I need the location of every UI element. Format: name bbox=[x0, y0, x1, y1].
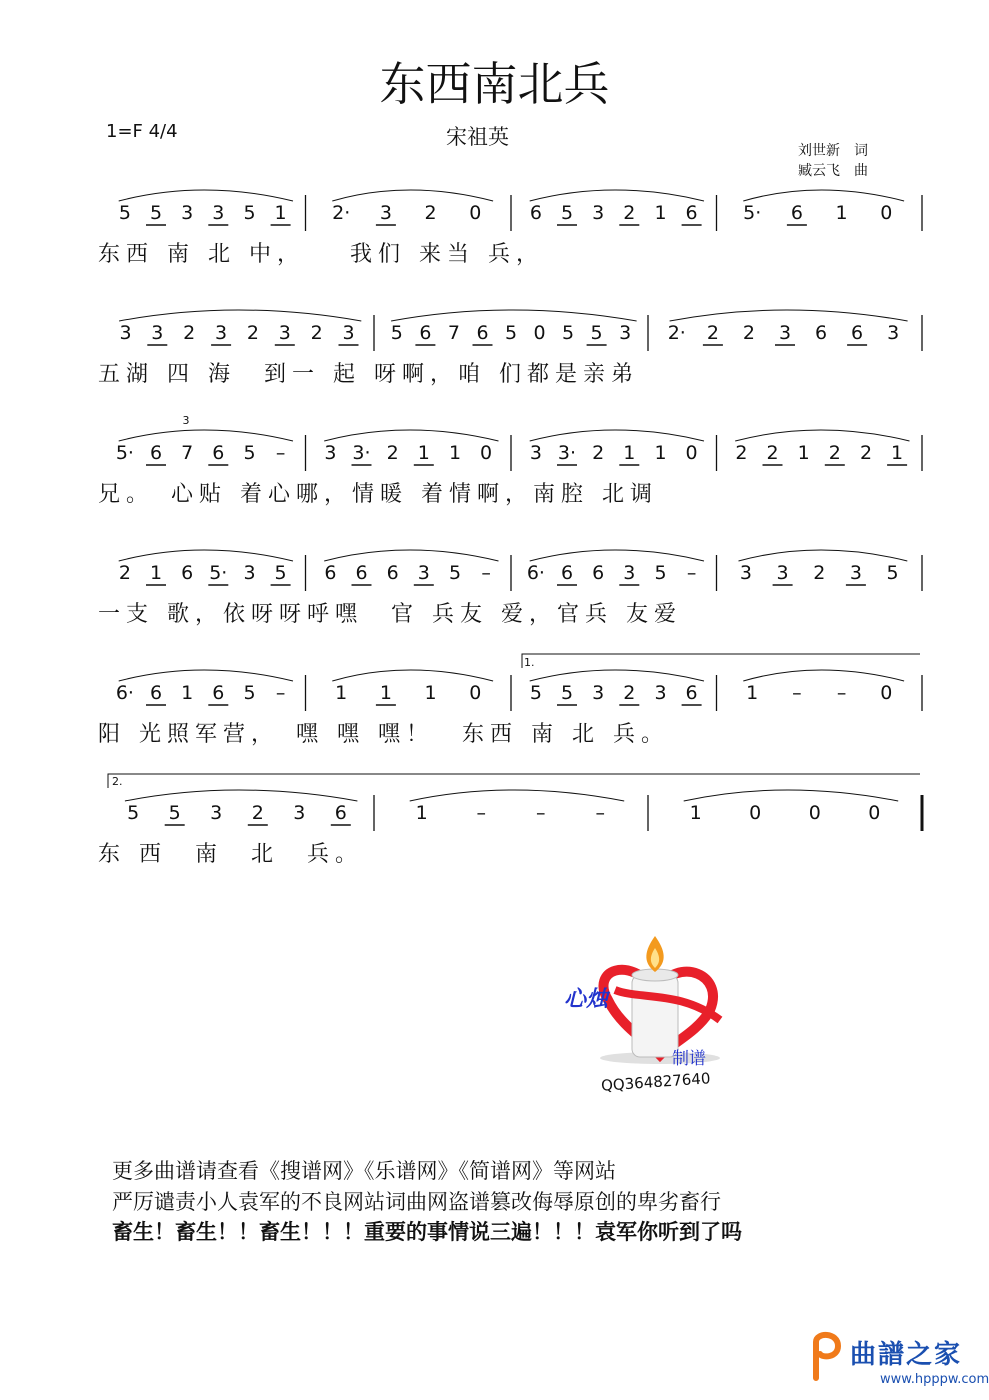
note: 1 bbox=[415, 802, 428, 824]
slur bbox=[410, 790, 625, 801]
note: 0 bbox=[480, 442, 493, 464]
note: 3 bbox=[379, 202, 392, 224]
note: 6 bbox=[212, 442, 225, 464]
slur bbox=[119, 670, 293, 681]
slur bbox=[125, 790, 358, 801]
page-title: 东西南北兵 bbox=[379, 57, 610, 111]
note: 3 bbox=[119, 322, 132, 344]
note: 3 bbox=[739, 562, 752, 584]
note: 1 bbox=[417, 442, 430, 464]
note: 3 bbox=[151, 322, 164, 344]
note-line-1: 更多曲谱请查看《搜谱网》《乐谱网》《简谱网》等网站 bbox=[112, 1159, 616, 1183]
note: 3 bbox=[849, 562, 862, 584]
note: 2 bbox=[735, 442, 748, 464]
lyric-text: 五湖 四 海 到一 起 呀啊，咱 们都是亲弟 bbox=[98, 362, 639, 387]
note: 1 bbox=[149, 562, 163, 584]
note: – bbox=[275, 442, 286, 464]
lyric-text: 东西 南 北 中， 我们 来当 兵， bbox=[98, 242, 544, 267]
slur bbox=[530, 670, 704, 681]
slur bbox=[684, 790, 899, 801]
note: 5 bbox=[390, 322, 403, 344]
note: 5 bbox=[243, 202, 256, 224]
note: – bbox=[836, 682, 847, 704]
note: 0 bbox=[685, 442, 698, 464]
note: 0 bbox=[749, 802, 762, 824]
note: 1 bbox=[797, 442, 810, 464]
note: 6 bbox=[334, 802, 347, 824]
note: 3 bbox=[417, 562, 430, 584]
composer-credit: 臧云飞 曲 bbox=[798, 163, 868, 179]
note: 5 bbox=[504, 322, 518, 344]
note: 3 bbox=[210, 802, 223, 824]
slur bbox=[735, 430, 909, 441]
note: 5 bbox=[118, 202, 131, 224]
note: 3· bbox=[352, 442, 371, 464]
note: 1 bbox=[746, 682, 759, 704]
note: 3 bbox=[654, 682, 667, 704]
slur bbox=[670, 310, 908, 321]
note: 2 bbox=[859, 442, 873, 464]
note: 6 bbox=[419, 322, 432, 344]
note: 1 bbox=[379, 682, 392, 704]
slur bbox=[739, 550, 908, 561]
lyricist-credit: 刘世新 词 bbox=[798, 143, 868, 159]
note: 1 bbox=[654, 202, 667, 224]
note: 3 bbox=[776, 562, 789, 584]
slur bbox=[332, 190, 493, 201]
note: 2 bbox=[742, 322, 755, 344]
slur bbox=[119, 550, 293, 561]
note: 5 bbox=[529, 682, 542, 704]
lyric-line bbox=[0, 717, 989, 747]
note: 6 bbox=[560, 562, 574, 584]
slur bbox=[743, 670, 904, 681]
note: 6 bbox=[592, 562, 605, 584]
lyric-text: 一支 歌，依呀呀呼嘿 官 兵友 爱，官兵 友爱 bbox=[98, 602, 682, 627]
note: – bbox=[476, 802, 486, 824]
note: 5 bbox=[243, 442, 256, 464]
note: 7 bbox=[447, 322, 460, 344]
note: – bbox=[481, 562, 491, 584]
note: 0 bbox=[533, 322, 546, 344]
note: 6 bbox=[149, 682, 163, 704]
slur bbox=[119, 310, 361, 321]
note: 0 bbox=[469, 682, 482, 704]
site-name: 曲譜之家 bbox=[850, 1340, 963, 1370]
note: 3 bbox=[592, 682, 605, 704]
note: 5 bbox=[274, 562, 287, 584]
lyric-line bbox=[0, 597, 989, 627]
note: 6 bbox=[815, 322, 828, 344]
note: 6 bbox=[386, 562, 399, 584]
note: 2 bbox=[246, 322, 259, 344]
note: 6 bbox=[851, 322, 864, 344]
volta-bracket-second bbox=[108, 774, 920, 788]
note: 2 bbox=[424, 202, 437, 224]
candle-made-text: 制谱 bbox=[672, 1049, 706, 1069]
note: 2· bbox=[332, 202, 351, 224]
note: 2· bbox=[667, 322, 686, 344]
note: – bbox=[275, 682, 286, 704]
note: 3 bbox=[212, 202, 225, 224]
candle-heart-text: 心烛 bbox=[564, 987, 609, 1012]
note: 5· bbox=[209, 562, 228, 584]
note: 2 bbox=[183, 322, 196, 344]
note: 1 bbox=[335, 682, 348, 704]
lyric-line bbox=[0, 357, 989, 387]
slur bbox=[324, 430, 498, 441]
note: 3 bbox=[592, 202, 605, 224]
slur bbox=[530, 550, 704, 561]
note: 3 bbox=[529, 442, 542, 464]
volta-first-label: 1. bbox=[524, 656, 535, 669]
triplet-mark: 3 bbox=[182, 414, 190, 427]
note: 6· bbox=[526, 562, 545, 584]
note: 6 bbox=[324, 562, 337, 584]
note: – bbox=[792, 682, 802, 704]
note: 1 bbox=[424, 682, 437, 704]
lyric-text: 兄。 心贴 着心哪，情暖 着情啊，南腔 北调 bbox=[98, 482, 658, 507]
note-line-2: 严厉谴责小人袁军的不良网站词曲网盗谱篡改侮辱原创的卑劣畜行 bbox=[112, 1190, 721, 1214]
lyric-text: 阳 光照军营， 嘿 嘿 嘿！ 东西 南 北 兵。 bbox=[98, 722, 669, 747]
note: 5 bbox=[127, 802, 140, 824]
note: 2 bbox=[386, 442, 399, 464]
note: 5 bbox=[590, 322, 603, 344]
slur bbox=[324, 550, 498, 561]
note: 2 bbox=[251, 802, 264, 824]
note: 3 bbox=[619, 322, 632, 344]
note: 3· bbox=[557, 442, 577, 464]
note: 3 bbox=[243, 562, 256, 584]
note: 2 bbox=[118, 562, 131, 584]
note: – bbox=[536, 802, 546, 824]
note: 3 bbox=[181, 202, 194, 224]
note: 3 bbox=[342, 322, 355, 344]
note: 0 bbox=[880, 682, 893, 704]
note: 6 bbox=[790, 202, 803, 224]
note: 6 bbox=[685, 202, 698, 224]
note: 5 bbox=[560, 202, 574, 224]
note: 3 bbox=[278, 322, 291, 344]
note: 5 bbox=[243, 682, 256, 704]
singer: 宋祖英 bbox=[446, 125, 509, 149]
note-line-3: 畜生！畜生！！畜生！！！重要的事情说三遍！！！袁军你听到了吗 bbox=[112, 1220, 742, 1244]
note: 3 bbox=[215, 322, 228, 344]
note: – bbox=[595, 802, 606, 824]
volta-bracket-first bbox=[522, 654, 920, 668]
note: 5 bbox=[886, 562, 899, 584]
note: 5 bbox=[168, 802, 181, 824]
note: 2 bbox=[813, 562, 826, 584]
note: 2 bbox=[766, 442, 779, 464]
note: 1 bbox=[654, 442, 667, 464]
site-url: www.hpppw.com bbox=[880, 1372, 989, 1387]
note: 1 bbox=[891, 442, 904, 464]
note: 3 bbox=[623, 562, 636, 584]
note: 6 bbox=[685, 682, 698, 704]
note: 3 bbox=[293, 802, 306, 824]
lyric-line bbox=[0, 837, 989, 867]
note: 6 bbox=[476, 322, 489, 344]
note: 5 bbox=[562, 322, 575, 344]
note: 2 bbox=[828, 442, 841, 464]
slur bbox=[530, 430, 704, 441]
note: 0 bbox=[868, 802, 881, 824]
note: 6 bbox=[181, 562, 194, 584]
candle-qq-text: QQ364827640 bbox=[600, 1069, 712, 1095]
note: 6 bbox=[212, 682, 225, 704]
note: 2 bbox=[592, 442, 605, 464]
note: 6 bbox=[529, 202, 542, 224]
slur bbox=[743, 190, 904, 201]
note: 6 bbox=[355, 562, 368, 584]
note: 7 bbox=[181, 442, 194, 464]
note: 1 bbox=[689, 802, 702, 824]
key-signature: 1=F 4/4 bbox=[106, 121, 178, 142]
slur bbox=[391, 310, 636, 321]
slur bbox=[530, 190, 704, 201]
note: 5 bbox=[654, 562, 667, 584]
note: 5 bbox=[149, 202, 163, 224]
note: 0 bbox=[880, 202, 893, 224]
note: 1 bbox=[623, 442, 636, 464]
note: 0 bbox=[469, 202, 482, 224]
lyric-line bbox=[0, 237, 989, 267]
volta-second-label: 2. bbox=[112, 775, 123, 788]
note: 5 bbox=[448, 562, 462, 584]
note: 5· bbox=[743, 202, 762, 224]
note: – bbox=[686, 562, 697, 584]
note: 0 bbox=[808, 802, 821, 824]
note: 5 bbox=[560, 682, 574, 704]
slur bbox=[332, 670, 493, 681]
note: 3 bbox=[778, 322, 792, 344]
slur bbox=[119, 190, 293, 201]
note: 1 bbox=[274, 202, 287, 224]
note: 2 bbox=[706, 322, 719, 344]
note: 1 bbox=[835, 202, 848, 224]
note: 2 bbox=[623, 682, 636, 704]
note: 3 bbox=[887, 322, 900, 344]
note: 1 bbox=[448, 442, 462, 464]
note: 3 bbox=[324, 442, 337, 464]
slur bbox=[119, 430, 293, 441]
note: 2 bbox=[310, 322, 323, 344]
lyric-line bbox=[0, 477, 989, 507]
lyric-text: 东 西 南 北 兵。 bbox=[98, 842, 363, 867]
note: 5· bbox=[115, 442, 134, 464]
note: 2 bbox=[623, 202, 636, 224]
note: 1 bbox=[181, 682, 194, 704]
note: 6· bbox=[115, 682, 134, 704]
note: 6 bbox=[149, 442, 163, 464]
